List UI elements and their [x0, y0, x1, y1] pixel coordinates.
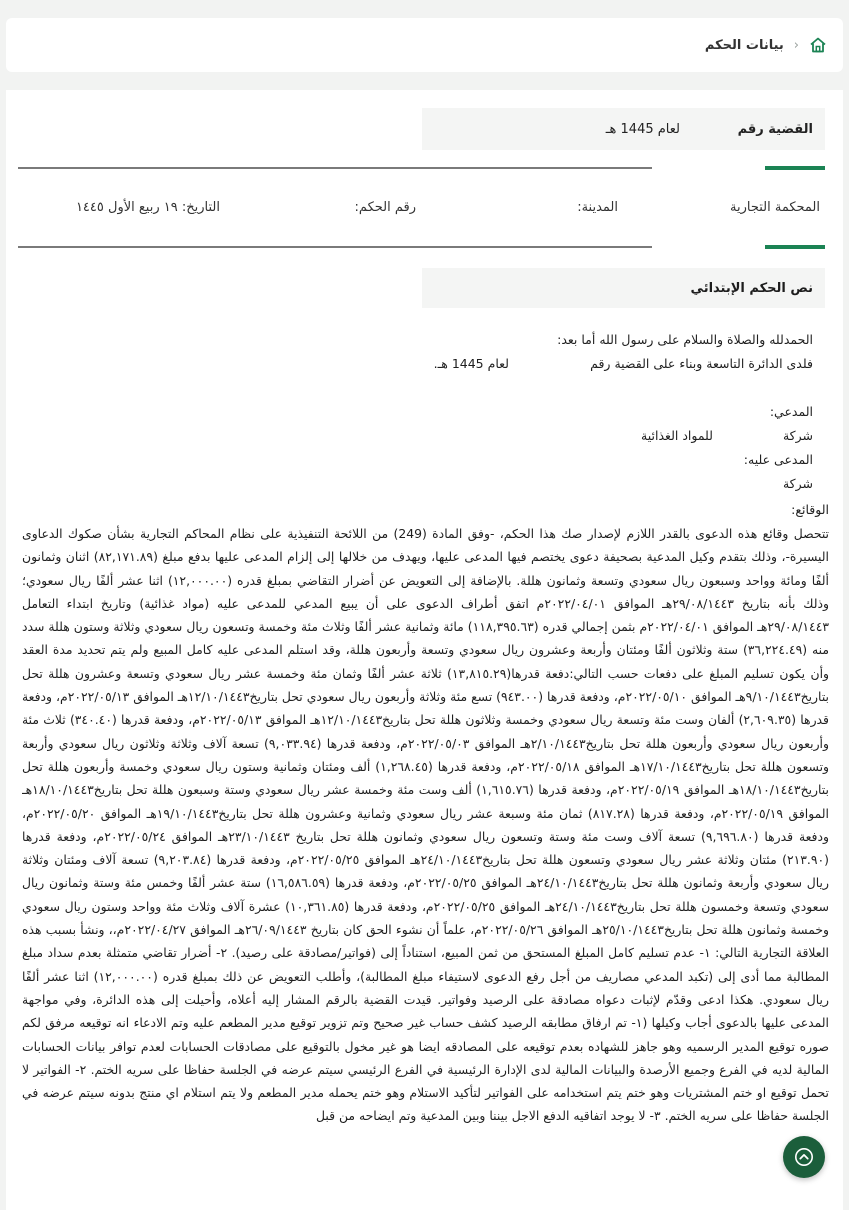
- plaintiff-name: للمواد الغذائية: [641, 428, 713, 443]
- section-title: نص الحكم الإبتدائي: [422, 268, 825, 308]
- facts-heading: الوقائع:: [791, 502, 829, 517]
- court-name: المحكمة التجارية: [730, 200, 820, 215]
- plaintiff-label: المدعي:: [769, 404, 813, 419]
- plaintiff-company: شركة: [782, 428, 813, 443]
- judgment-date: التاريخ: ١٩ ربيع الأول ١٤٤٥: [75, 200, 220, 215]
- city-label: المدينة:: [577, 200, 618, 215]
- defendant-company: شركة: [782, 476, 813, 491]
- accent-bar: [765, 245, 825, 249]
- preamble-line-1: الحمدلله والصلاة والسلام على رسول الله أما بعد:: [557, 332, 813, 347]
- scroll-top-button[interactable]: [783, 1136, 825, 1178]
- breadcrumb: [6, 18, 843, 72]
- home-icon[interactable]: [809, 36, 827, 54]
- judgment-number-label: رقم الحكم:: [354, 200, 416, 215]
- breadcrumb-current: بيانات الحكم: [704, 37, 784, 53]
- preamble-line-2b: لعام 1445 هـ.: [433, 356, 509, 371]
- case-year: لعام 1445 هـ: [605, 121, 680, 137]
- chevron-up-icon: [794, 1147, 814, 1167]
- judgment-card: [6, 90, 843, 1210]
- accent-bar: [765, 166, 825, 170]
- court-meta-row: [18, 200, 828, 222]
- preamble-line-2a: فلدى الدائرة التاسعة وبناء على القضية رقم: [590, 356, 813, 371]
- defendant-label: المدعى عليه:: [743, 452, 813, 467]
- divider: [18, 167, 652, 169]
- chevron-left-icon: ‹: [793, 37, 799, 53]
- case-number-label: القضية رقم: [737, 121, 813, 137]
- facts-body: تتحصل وقائع هذه الدعوى بالقدر اللازم لإصدار صك هذا الحكم، -وفق المادة (249) من اللائحة التنفيذية على نظام المحاكم التجارية بشأن صكوك الدعاوى اليسيرة-، وذلك بتقدم وكيل المدعية بصحيفة دعوى يختصم فيها المدعى عليها، ويهدف من خلالها إلى إلزام المدعى عليها بدفع مبلغ (٨٢,١٧١.٨٩) اثنان وثمانون ألفًا ومائة وواحد وسبعون ريال سعودي وتسعة وثمانون هللة. بالإضافة إلى التعويض عن أضرار التقاضي بمبلغ قدره (١٢,٠٠٠.٠٠) اثنا عشر ألفًا ريال سعودي؛ وذلك بأنه بتاريخ ٢٩/٠٨/١٤٤٣هـ الموافق ٢٠٢٢/٠٤/٠١م اتفق أطراف الدعوى على أن يبيع المدعي للمدعى عليه (مواد غذائية) وتاريخ ابتداء التعامل ٢٩/٠٨/١٤٤٣هـ الموافق ٢٠٢٢/٠٤/٠١م بثمن إجمالي قدره (١١٨,٣٩٥.٦٣) مائة وثمانية عشر ألفًا وثلاث مئة وخمسة وتسعون ريال سعودي وثلاثة وستون هللة سدد منه (٣٦,٢٢٤.٤٩) ستة وثلاثون ألفًا ومئتان وأربعة وعشرون ريال سعودي وتسعة وأربعون هللة، وقد استلم المدعى عليه كامل المبيع ولم يتم تحديد مدة العقد وأن يكون تسليم المبلغ على دفعات حسب التالي:دفعة قدرها(١٣,٨١٥.٢٩) ثلاثة عشر ألفًا وثمان مئة وخمسة عشر ريال سعودي وتسعة وعشرون هللة تحل بتاريخ٩/١٠/١٤٤٣هـ الموافق ٢٠٢٢/٠٥/١٠م، ودفعة قدرها (٩٤٣.٠٠) تسع مئة وثلاثة وأربعون ريال سعودي تحل بتاريخ١٢/١٠/١٤٤٣هـ الموافق ٢٠٢٢/٠٥/١٣م، ودفعة قدرها (٢,٦٠٩.٣٥) ألفان وست مئة وتسعة ريال سعودي وخمسة وثلاثون هللة تحل بتاريخ١٢/١٠/١٤٤٣هـ الموافق ٢٠٢٢/٠٥/١٣م، ودفعة قدرها (٣٤٠.٤٠) ثلاث مئة وأربعون ريال سعودي وأربعون هللة تحل بتاريخ٢/١٠/١٤٤٣هـ الموافق ٢٠٢٢/٠٥/٠٣م، ودفعة قدرها (٩,٠٣٣.٩٤) تسعة آلاف وثلاثة وثلاثون ريال سعودي وأربعة وتسعون هللة تحل بتاريخ١٧/١٠/١٤٤٣هـ الموافق ٢٠٢٢/٠٥/١٨م، ودفعة قدرها (١,٢٦٨.٤٥) ألف ومئتان وثمانية وستون ريال سعودي وخمسة وأربعون هللة تحل بتاريخ١٨/١٠/١٤٤٣هـ الموافق ٢٠٢٢/٠٥/١٩م، ودفعة قدرها (١,٦١٥.٧٦) ألف وست مئة وخمسة عشر ريال سعودي وستة وسبعون هللة تحل بتاريخ١٨/١٠/١٤٤٣هـ الموافق ٢٠٢٢/٠٥/١٩م، ودفعة قدرها (٨١٧.٢٨) ثمان مئة وسبعة عشر ريال سعودي وثمانية وعشرون هللة تحل بتاريخ١٩/١٠/١٤٤٣هـ الموافق ٢٠٢٢/٠٥/٢٠م، ودفعة قدرها (٩,٦٩٦.٨٠) تسعة آلاف وست مئة وستة وتسعون ريال سعودي وثمانون هللة تحل بتاريخ ٢٣/١٠/١٤٤٣هـ الموافق ٢٠٢٢/٠٥/٢٤م، ودفعة قدرها (٢١٣.٩٠) مئتان وثلاثة عشر ريال سعودي وتسعون هللة تحل بتاريخ٢٤/١٠/١٤٤٣هـ الموافق ٢٠٢٢/٠٥/٢٥م، ودفعة قدرها (٩,٢٠٣.٨٤) تسعة آلاف ومئتان وثلاثة ريال سعودي وأربعة وثمانون هللة تحل بتاريخ٢٤/١٠/١٤٤٣هـ الموافق ٢٠٢٢/٠٥/٢٥م، ودفعة قدرها (١٦,٥٨٦.٥٩) ستة عشر ألفًا وخمس مئة وستة وثمانون ريال سعودي وتسعة وخمسون هللة تحل بتاريخ٢٤/١٠/١٤٤٣هـ الموافق ٢٠٢٢/٠٥/٢٥م، ودفعة قدرها (١٠,٣٦١.٨٥) عشرة آلاف وثلاث مئة وواحد وستون ريال سعودي وخمسة وثمانون هللة تحل بتاريخ٢٥/١٠/١٤٤٣هـ الموافق ٢٠٢٢/٠٥/٢٦م، علماً أن نشوء الحق كان بتاريخ ٢٦/٠٩/١٤٤٣هـ الموافق ٢٠٢٢/٠٤/٢٧م،، ونشأ بسبب هذه العلاقة التجارية التالي: ١- عدم تسليم كامل المبلغ المستحق من ثمن المبيع، استناداً إلى (فواتير/مصادقة على رصيد). ٢- أضرار تقاضي متمثلة بعدم سداد مبلغ المطالبة مما أدى إلى (تكبد المدعي مصاريف من أجل رفع الدعوى لاستيفاء مبلغ المطالبة)، وأطلب التعويض عن ذلك بمبلغ قدره (١٢,٠٠٠.٠٠) اثنا عشر ألفًا ريال سعودي. هكذا ادعى وقدّم لإثبات دعواه مصادقة على الرصيد وفواتير. قيدت القضية بالرقم المشار إليه أعلاه، وأحيلت إلى هذه الدائرة، وفي مواجهة المدعى عليها بالدعوى أجاب وكيلها (١- تم ارفاق مطابقه الرصيد كشف حساب غير صحيح وتم تزوير توقيع مدير المطعم عليه وتم الادعاء انه توقيعه مرفق لكم صوره توقيع المدير الرسميه وهو جاهز للشهاده بعدم توقيعه على المصادقه ايضا هو غير مخول بالتوقيع على مصادقات الحسابات لعدم توافر بيانات الحسابات المالية لديه في الفرع وجميع الأرصدة والبيانات المالية لدى الإدارة الرئيسية في الفرع الرئيسي سيتم عرضه في الجلسة حفاظا على سريه الختم. ٢- الفواتير لا تحمل توقيع او ختم المشتريات وهو ختم يتم استخدامه على الفواتير لتأكيد الاستلام وهو ختم يحمله مدير المطعم ولا يتم استلام اي منتج بدونه سيتم عرضه في الجلسة حفاظا على سريه الختم. ٣- لا يوجد اتفاقيه الدفع الاجل بيننا وبين المدعية وتم ايضاحه من قبل: [22, 526, 829, 1124]
- divider: [18, 246, 652, 248]
- case-number-box: [422, 108, 825, 150]
